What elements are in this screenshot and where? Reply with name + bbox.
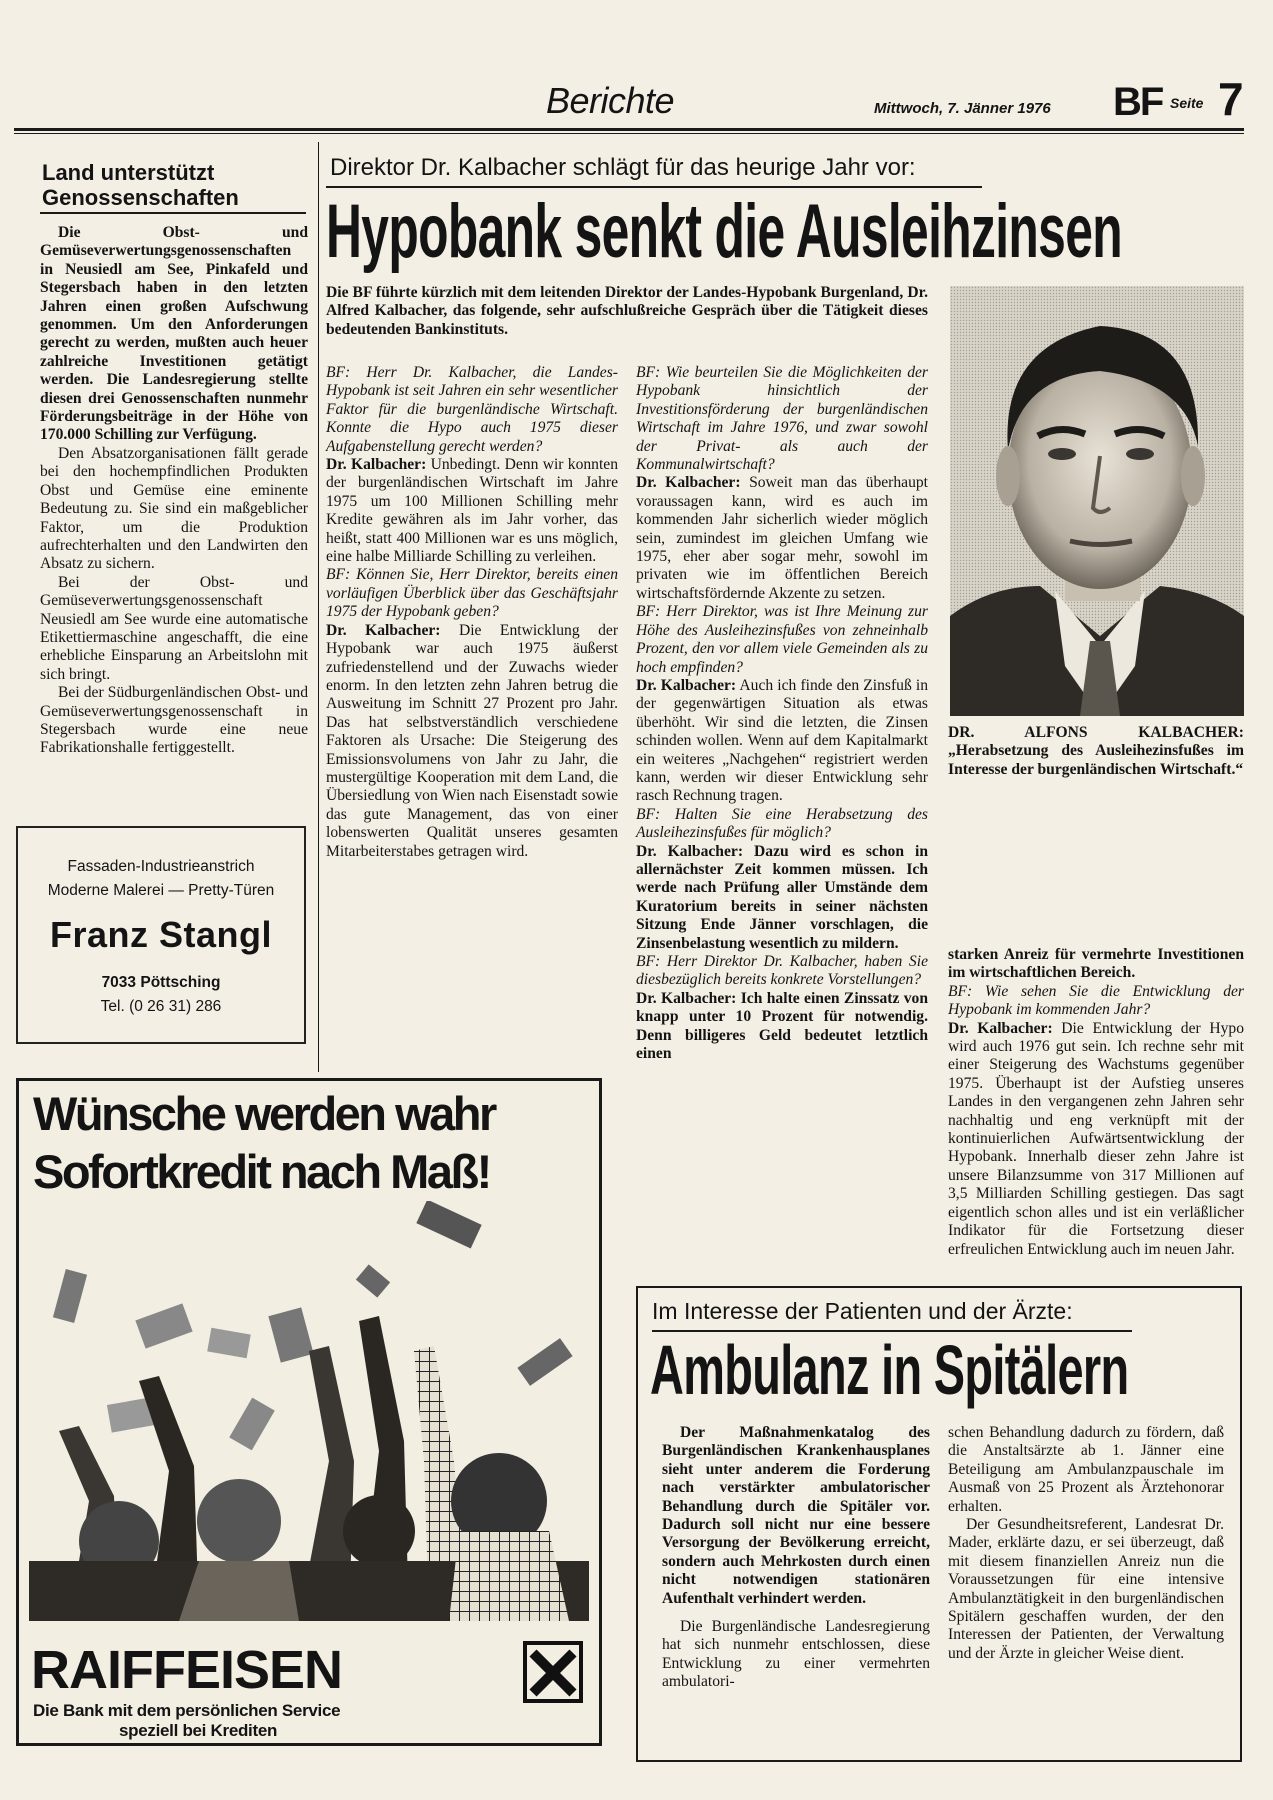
raiffeisen-gable-cross-icon	[523, 1641, 583, 1703]
interview-answer	[636, 990, 928, 1064]
cheering-crowd-illustration	[29, 1201, 589, 1621]
raiffeisen-headline	[33, 1085, 593, 1201]
interview-answer	[636, 843, 928, 953]
interview-question: BF: Herr Dr. Kalbacher, die Landes-Hypobank ist seit Jahren ein sehr wesentlicher Faktor für die burgenländische Wirtschaft. Konnte die Hypo auch 1975 dieser Aufgabenstellung gerecht werden?	[326, 364, 618, 455]
stangl-advertisement	[16, 826, 306, 1044]
portrait-photo	[950, 286, 1244, 716]
left-article-headline	[42, 160, 302, 210]
interview-answer	[636, 677, 928, 806]
raiffeisen-headline-line-1: Wünsche werden wahr	[33, 1087, 495, 1140]
interview-column-2	[636, 364, 928, 1063]
interview-answer	[636, 474, 928, 603]
answer-text: Auch ich finde den Zinsfuß in der gegenwärtigen Situation als etwas überhöht. Wir sind die letzten, die Zinsen schinden wollen. Wenn auf dem Kapitalmarkt ein weiteres „Nachgehen“ registriert werden kann, werden wir dieser Entwicklung sehr rasch Rechnung tragen.	[636, 676, 928, 805]
interview-question: BF: Herr Direktor, was ist Ihre Meinung zur Höhe des Ausleihezinsfußes von zehneinhalb Prozent, den vor allem viele Gemeinden als zu hoch empfinden?	[636, 603, 928, 676]
photo-caption	[948, 724, 1244, 779]
main-article-kicker: Direktor Dr. Kalbacher schlägt für das heurige Jahr vor:	[330, 154, 916, 181]
interview-answer	[948, 1020, 1244, 1259]
caption-name: DR. ALFONS KALBACHER:	[948, 724, 1244, 741]
answer-continuation: starken Anreiz für vermehrte Investitionen im wirtschaftlichen Bereich.	[948, 946, 1244, 982]
interview-column-3	[948, 946, 1244, 1259]
left-article-paragraph: Bei der Obst- und Gemüseverwertungsgenossenschaft Neusiedl am See wurde eine automatische Etikettiermaschine angeschafft, die eine erhebliche Einsparung an Arbeitslohn mit sich bringt.	[40, 573, 308, 683]
ambulanz-paragraph: Die Burgenländische Landesregierung hat sich nunmehr entschlossen, diese Entwicklung zu einer vermehrten ambulatori-	[662, 1618, 930, 1691]
header-rule-thin	[14, 133, 1244, 134]
left-article-paragraph: Bei der Südburgenländischen Obst- und Gemüseverwertungsgenossenschaft in Stegersbach wurde eine neue Fabrikationshalle fertiggestellt.	[40, 684, 308, 757]
ambulanz-headline: Ambulanz in Spitälern	[650, 1331, 1129, 1409]
answer-text: Die Entwicklung der Hypobank war auch 1975 äußerst zufriedenstellend und der Zuwachs wieder enorm. In den letzten zehn Jahren betrug die Ausweitung im Schnitt 27 Prozent pro Jahr. Das hat selbstverständlich verschiedene Faktoren als Ursache: Die Steigerung des Emissionsvolumens von Jahr zu Jahr, die mustergültige Kooperation mit dem Land, die Übersiedlung von Wien nach Eisenstadt sowie das gute Management, das von einer lobenswerten Qualität unseres gesamten Mitarbeiterstabes getragen wird.	[326, 621, 619, 860]
portrait-image	[950, 286, 1244, 716]
header-rule	[14, 128, 1244, 131]
ad-address: 7033 Pöttsching	[101, 974, 221, 991]
raiffeisen-slogan-line-1: Die Bank mit dem persönlichen Service	[33, 1701, 341, 1720]
raiffeisen-brand: RAIFFEISEN	[31, 1640, 343, 1700]
answer-text: Die Entwicklung der Hypo wird auch 1976 gut sein. Ich rechne sehr mit einer Steigerung des Wachstums gegenüber 1975. Überhaupt ist der Aufstieg unseres Landes in den vergangenen zehn Jahren sehr nachhaltig und eng verknüpft mit der kontinuierlichen Aufwärtsentwicklung der Hypobank. Innerhalb dieser zehn Jahre ist unsere Bilanzsumme von 317 Millionen auf 3,5 Milliarden Schilling gestiegen. Das sagt eigentlich schon alles und ist ein verläßlicher Indikator für die Fortsetzung dieser erfreulichen Entwicklung auch im neuen Jahr.	[948, 1019, 1244, 1258]
kicker-rule	[326, 186, 982, 188]
ambulanz-lead: Der Maßnahmenkatalog des Burgenländischen Krankenhausplanes sieht unter anderem die Forderung nach verstärkter ambulatorischer Behandlung durch die Spitäler vor. Dadurch soll nicht nur eine bessere Versorgung der Bevölkerung erreicht, sondern auch Mehrkosten durch einen nicht notwendigen stationären Aufenthalt verhindert werden.	[662, 1424, 930, 1607]
main-article-headline: Hypobank senkt die Ausleihzinsen	[326, 189, 1122, 274]
ad-service-line: Fassaden-Industrieanstrich	[67, 858, 255, 875]
interview-question: BF: Halten Sie eine Herabsetzung des Ausleihezinsfußes für möglich?	[636, 805, 928, 842]
speaker-label: Dr. Kalbacher:	[948, 1019, 1053, 1037]
answer-text: Unbedingt. Denn wir konnten der burgenländischen Wirtschaft im Jahre 1975 um 100 Millionen Schilling mehr Kredite gewähren als im Jahr vorher, das heißt, statt 400 Millionen war es uns möglich, eine halbe Milliarde Schilling zu verleihen.	[326, 456, 619, 566]
speaker-label: Dr. Kalbacher:	[326, 456, 427, 474]
caption-quote: „Herabsetzung des Ausleihezinsfußes im Interesse der burgenländischen Wirtschaft.“	[948, 742, 1244, 778]
interview-answer	[326, 456, 618, 566]
interview-answer	[326, 622, 618, 861]
raiffeisen-slogan-line-2: speziell bei Krediten	[119, 1721, 278, 1740]
ambulanz-column-2	[948, 1424, 1224, 1663]
interview-question: BF: Wie sehen Sie die Entwicklung der Hypobank im kommenden Jahr?	[948, 982, 1244, 1019]
interview-question: BF: Können Sie, Herr Direktor, bereits einen vorläufigen Überblick über das Geschäftsjahr 1975 der Hypobank geben?	[326, 566, 618, 621]
main-article-intro: Die BF führte kürzlich mit dem leitenden Direktor der Landes-Hypobank Burgenland, Dr. Alfred Kalbacher, das folgende, sehr aufschlußreiche Gespräch über die Tätigkeit dieses bedeutenden Bankinstituts.	[326, 284, 928, 338]
ad-phone: Tel. (0 26 31) 286	[100, 998, 222, 1015]
interview-question: BF: Wie beurteilen Sie die Möglichkeiten der Hypobank hinsichtlich der Investitionsförderung der burgenländischen Wirtschaft im Jahre 1976, und zwar sowohl der Privat- als auch der Kommunalwirtschaft?	[636, 364, 928, 474]
speaker-label: Dr. Kalbacher:	[636, 842, 744, 860]
ambulanz-column-1	[662, 1424, 930, 1692]
ambulanz-kicker: Im Interesse der Patienten und der Ärzte:	[652, 1298, 1073, 1324]
left-headline-rule	[40, 212, 306, 214]
ad-service-line: Moderne Malerei — Pretty-Türen	[47, 882, 275, 899]
left-headline-line-1: Land unterstützt	[42, 160, 215, 185]
left-article-body	[40, 224, 308, 758]
column-rule	[318, 142, 319, 1072]
speaker-label: Dr. Kalbacher:	[326, 621, 441, 639]
issue-date: Mittwoch, 7. Jänner 1976	[874, 100, 1051, 117]
interview-question: BF: Herr Direktor Dr. Kalbacher, haben Sie diesbezüglich bereits konkrete Vorstellungen?	[636, 953, 928, 989]
section-title: Berichte	[546, 80, 675, 121]
raiffeisen-advertisement	[16, 1078, 602, 1746]
speaker-label: Dr. Kalbacher:	[636, 676, 737, 694]
answer-text: Dazu wird es schon in allernächster Zeit kommen müssen. Ich werde nach Prüfung aller Umstände dem Kuratorium bereits in seiner nächsten Sitzung Ende Jänner vorschlagen, die Zinsenbelastung wesentlich zu mildern.	[636, 842, 928, 952]
ad-company-name: Franz Stangl	[49, 914, 273, 955]
ambulanz-paragraph-continuation: schen Behandlung dadurch zu fördern, daß die Anstaltsärzte ab 1. Jänner eine Beteiligung am Ambulanzpauschale im Ausmaß von 25 Prozent als Ärztehonorar erhalten.	[948, 1424, 1224, 1515]
ambulanz-article	[636, 1286, 1242, 1762]
left-article-lead: Die Obst- und Gemüseverwertungsgenossenschaften in Neusiedl am See, Pinkafeld und Stegersbach haben in den letzten Jahren einen großen Aufschwung genommen. Um den Anforderungen gerecht zu werden, mußten auch heuer zahlreiche Investitionen getätigt werden. Die Landesregierung stellte diesen drei Genossenschaften nunmehr Förderungsbeiträge in der Höhe von 170.000 Schilling zur Verfügung.	[40, 224, 308, 444]
ambulanz-paragraph: Der Gesundheitsreferent, Landesrat Dr. Mader, erklärte dazu, er sei überzeugt, daß mit diesem finanziellen Anreiz nun die Voraussetzungen für eine intensive Ambulanztätigkeit in den burgenländischen Spitälern geschaffen wurden, der den Interessen der Patienten, der Verwaltung und der Ärzte in gleicher Weise dient.	[948, 1516, 1224, 1662]
answer-text: Soweit man das überhaupt voraussagen kann, wird es auch im kommenden Jahr sicherlich wieder möglich sein, zumindest im gleichen Umfang wie 1975, eher aber sogar mehr, sowohl im privaten wie im öffentlichen Bereich wirtschaftsfördernde Akzente zu setzen.	[636, 474, 928, 602]
left-headline-line-2: Genossenschaften	[42, 185, 239, 210]
speaker-label: Dr. Kalbacher:	[636, 474, 741, 492]
page-number: 7	[1218, 73, 1244, 125]
raiffeisen-headline-line-2: Sofortkredit nach Maß!	[33, 1145, 490, 1198]
interview-column-1	[326, 364, 618, 861]
answer-text: Ich halte einen Zinssatz von knapp unter 10 Prozent für notwendig. Denn billigeres Geld bedeutet letztlich einen	[636, 989, 929, 1063]
newspaper-logo: BF	[1113, 80, 1163, 124]
left-article-paragraph: Den Absatzorganisationen fällt gerade bei den hochempfindlichen Produkten Obst und Gemüse eine eminente Bedeutung zu. Sie sind ein maßgeblicher Faktor, um die Produktion aufrechterhalten und den Landwirten den Absatz zu sichern.	[40, 444, 308, 573]
speaker-label: Dr. Kalbacher:	[636, 989, 737, 1007]
page-label: Seite	[1170, 95, 1204, 111]
